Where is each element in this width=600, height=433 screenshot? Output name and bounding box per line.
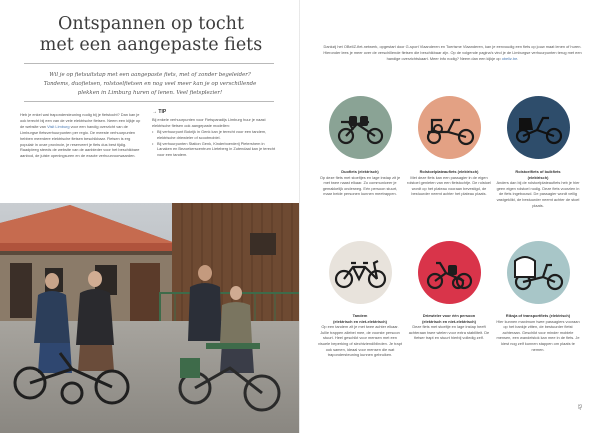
cyclists-photo xyxy=(0,203,300,433)
bike-description: Duofiets (elektrisch) Op deze fiets met stoeltjes en lage instap zit je met twee naast elkaar. Zo communiceer je gemakkelijk onderweg. Eén persoon stuurt, maar beide personen kunnen meetrappen. xyxy=(319,169,401,197)
page-title: Ontspannen op tocht met een aangepaste fiets xyxy=(39,14,263,55)
tip-column: → TIP Bij enkele verhuurpunten voor Fietsparadijs Limburg huur je naast elektrische fietsen ook aangepaste modellen: • Bij verhuurpunt Bokrijk in Genk kan je terecht voor een tandem, elektrische driewieler of scootmobiel. • Bij verhuurpunten Station Genk, Kinderboerderij Pietershem in Lanaken en Bezoekerscentrum Lieteberg in Zutendaal kan je terecht voor een tandem. xyxy=(152,110,279,158)
tip-list xyxy=(152,129,279,159)
visit-limburg-link[interactable]: Visit Limburg xyxy=(47,123,70,129)
tricycle-icon xyxy=(418,241,481,304)
right-page xyxy=(300,0,600,433)
intro-text: Wil je op fietsuitstap met een aangepaste fiets, met of zonder begeleider? Tandems, duofietsen, rolstoelfietsen en nog veel meer kan je op verschillende plekken in Limburg huren of lenen. Veel fietsplezier! xyxy=(43,72,257,96)
body-column-1: Heb je enkel wat trapondersteuning nodig bij je fietstocht? Dan kan je ook terecht bij een van de vele elektrische fietsen. Neem een kijkje op de website van Visit Limburg voor een handig overzicht van de Limburgse fietsverhuurpunten per regio. De meeste verhuurpunten hebben meerdere elektrische fietsen beschikbaar. Fietsen is erg populair in onze provincie, je reserveert je fiets dus best tijdig. Raadpleeg steeds de website van de aanbieder voor het beschikbare aanbod, de juiste openingsuren en de exacte verhuurvoorwaarden. xyxy=(20,112,141,159)
right-intro-text: Dankzij het OBelIZ-fiet-netwerk, opgestart door G-sport Vlaanderen en Toerisme Vlaanderen, kan je eenvoudig een fiets op jouw maat lenen of huren. Hieronder lees je meer over de verschillende fietsen die beschikbaar zijn. Op de volgende pagina's vind je de Limburgse verhuurpunten terug met een handige overzichtskaart. Meer info nodig? Neem dan een kijkje op obeliz.be. xyxy=(323,44,582,61)
wheelchair-bike-icon xyxy=(507,96,570,159)
bike-description: Rolstoelfiets of buikfiets (elektrisch) Anders dan bij de rolstoelplateaufiets heb je hier geen eigen rolstoel nodig. Deze fiets voorzien in de fiets ingebouwd. De passagier wordt veilig vastgeklikt, de bestuurder neemt achter de stoel plaats. xyxy=(496,169,580,208)
list-item: • Bij verhuurpunt Bokrijk in Genk kan je terecht voor een tandem, elektrische driewieler of scootmobiel. xyxy=(152,129,279,141)
divider xyxy=(24,101,274,102)
bike-description: Rolstoelplateaufiets (elektrisch) Met deze fiets kan een passagier in de eigen rolstoel genieten van een fietstochtje. De rolstoel wordt op het plateau vooraan bevestigd, de bestuurder neemt achter het plateau plaats. xyxy=(407,169,491,197)
wheelchair-platform-bike-icon xyxy=(418,96,481,159)
page-number: 43 xyxy=(577,404,584,410)
rickshaw-icon xyxy=(507,241,570,304)
tandem-icon xyxy=(329,241,392,304)
tip-heading: → TIP xyxy=(152,109,167,115)
obeliz-link[interactable]: obeliz.be xyxy=(501,56,518,61)
divider xyxy=(24,63,274,64)
bike-description: Driewieler voor één persoon (elektrisch en niet-elektrisch) Deze fiets met stoeltje en lage instap heeft achteraan twee wielen voor extra stabiliteit. De fietser trapt en stuurt hierbij volledig zelf. xyxy=(408,313,490,341)
bike-description: Riksja of transportfiets (elektrisch) Hier kunnen maximum twee passagiers vooraan op het bankje zitten, de bestuurder fietst achteraan. Geschikt voor minder mobiele mensen, een wandelstok kan mee in de fiets. Je kiest nog zelf kunnen stappen om plaats te nemen. xyxy=(496,313,580,352)
bike-description: Tandem (elektrisch en niet-elektrisch) Op een tandem zit je met twee achter elkaar. Jullie trappen allebei mee, de voorste persoon stuurt. Heel geschikt voor mensen met een visuele beperking of slechtziend/blinden. Je trapt ook samen, ideaal voor mensen die wat trapondersteuning kunnen gebruiken. xyxy=(318,313,402,358)
duo-bike-icon xyxy=(329,96,392,159)
list-item: • Bij verhuurpunten Station Genk, Kinderboerderij Pietershem in Lanaken en Bezoekerscentrum Lieteberg in Zutendaal kan je terecht voor een tandem. xyxy=(152,141,279,159)
photo-illustration xyxy=(0,203,300,433)
